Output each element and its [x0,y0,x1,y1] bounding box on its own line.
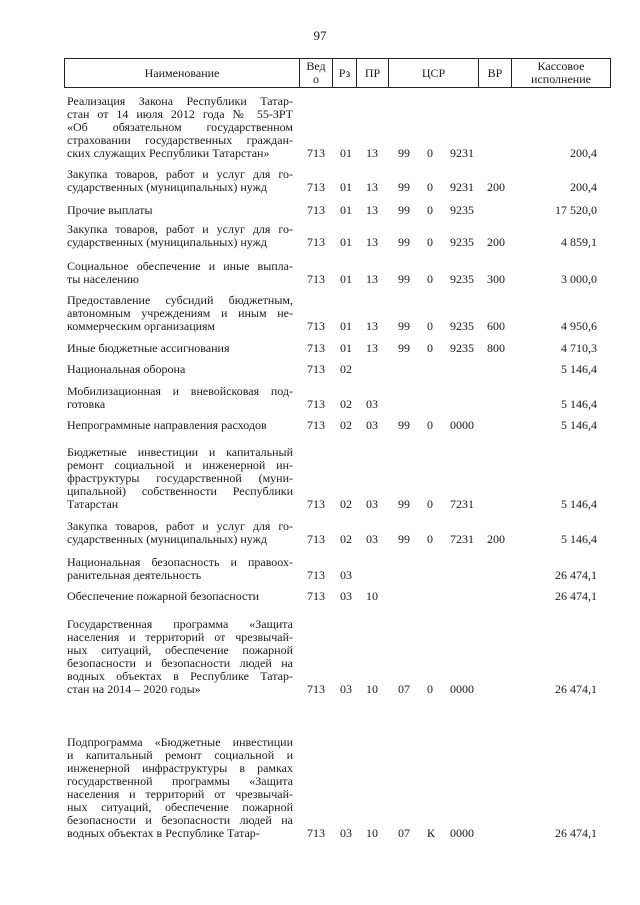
cell-sum: 200,4 [570,146,597,160]
cell-c2: 0 [427,532,433,546]
row-name [67,446,293,511]
header-rz: Рз [332,58,357,88]
cell-rz: 01 [340,272,352,286]
page-number: 97 [313,28,327,43]
cell-c1: 99 [398,418,410,432]
cell-pr: 10 [366,682,378,696]
cell-vr: 300 [487,272,505,286]
row-name-line: «Об обязательном государственном [67,121,293,134]
cell-c1: 99 [398,235,410,249]
row-name [67,520,293,546]
cell-ved: 713 [307,397,325,411]
cell-c3: 0000 [450,826,474,840]
table-row [0,260,640,286]
cell-sum: 26 474,1 [555,589,597,603]
row-name [67,294,293,333]
cell-c2: 0 [427,235,433,249]
cell-c1: 99 [398,532,410,546]
cell-rz: 03 [340,589,352,603]
row-name-line: безопасности и безопасности людей на [67,814,293,827]
row-name-line: автономным учреждениям и иным не- [67,307,293,320]
cell-pr: 03 [366,497,378,511]
table-row [0,204,640,217]
cell-c2: 0 [427,203,433,217]
cell-vr: 200 [487,235,505,249]
row-name-line: Закупка товаров, работ и услуг для го- [67,168,293,181]
row-name-line: Мобилизационная и вневойсковая под- [67,385,293,398]
cell-c3: 9235 [450,319,474,333]
cell-sum: 5 146,4 [561,497,597,511]
row-name-line: ранительная деятельность [67,569,202,582]
row-name-line: Подпрограмма «Бюджетные инвестиции [67,736,293,749]
cell-ved: 713 [307,826,325,840]
cell-c1: 07 [398,682,410,696]
cell-ved: 713 [307,362,325,376]
cell-c3: 0000 [450,418,474,432]
row-name-line: безопасности и безопасности людей на [67,657,293,670]
cell-rz: 01 [340,203,352,217]
cell-pr: 13 [366,235,378,249]
table-row [0,294,640,333]
cell-c3: 9231 [450,180,474,194]
row-name [67,168,293,194]
cell-rz: 01 [340,235,352,249]
cell-sum: 4 710,3 [561,341,597,355]
row-name-line: Реализация Закона Республики Татар- [67,95,293,108]
cell-pr: 13 [366,180,378,194]
row-name [67,556,293,582]
cell-ved: 713 [307,682,325,696]
table-row [0,363,640,376]
cell-ved: 713 [307,203,325,217]
cell-c1: 07 [398,826,410,840]
row-name [67,363,293,376]
row-name [67,385,293,411]
header-ved-label: Ведо [306,59,326,86]
header-ved [299,58,333,88]
cell-ved: 713 [307,532,325,546]
cell-pr: 03 [366,532,378,546]
cell-c3: 9235 [450,341,474,355]
row-name [67,590,293,603]
cell-c2: 0 [427,319,433,333]
row-name-line: фраструктуры государственной (муни- [67,472,293,485]
row-name-line: населения и территорий от чрезвычай- [67,788,293,801]
cell-ved: 713 [307,418,325,432]
row-name-line: стан от 14 июля 2012 года № 55-ЗРТ [67,108,293,121]
row-name-line: Закупка товаров, работ и услуг для го- [67,520,293,533]
cell-vr: 800 [487,341,505,355]
row-name-line: сударственных (муниципальных) нужд [67,236,267,249]
cell-c3: 7231 [450,532,474,546]
header-sum [511,58,611,88]
cell-rz: 01 [340,341,352,355]
cell-sum: 26 474,1 [555,682,597,696]
cell-sum: 200,4 [570,180,597,194]
cell-sum: 17 520,0 [555,203,597,217]
cell-sum: 5 146,4 [561,397,597,411]
cell-sum: 4 859,1 [561,235,597,249]
cell-c1: 99 [398,497,410,511]
cell-rz: 02 [340,497,352,511]
cell-c1: 99 [398,146,410,160]
row-name-line: Иные бюджетные ассигнования [67,342,230,355]
cell-c3: 7231 [450,497,474,511]
cell-c1: 99 [398,341,410,355]
row-name-line: Национальная оборона [67,363,186,376]
cell-c1: 99 [398,272,410,286]
cell-c2: 0 [427,146,433,160]
cell-ved: 713 [307,235,325,249]
row-name-line: ных ситуаций, обеспечение пожарной [67,801,293,814]
cell-c3: 9235 [450,272,474,286]
cell-sum: 5 146,4 [561,362,597,376]
cell-sum: 26 474,1 [555,568,597,582]
row-name-line: Предоставление субсидий бюджетным, [67,294,293,307]
cell-rz: 01 [340,319,352,333]
cell-pr: 13 [366,319,378,333]
cell-rz: 02 [340,418,352,432]
cell-pr: 13 [366,203,378,217]
table-row [0,520,640,546]
cell-ved: 713 [307,568,325,582]
row-name-line: Татарстан [67,498,119,511]
cell-c2: 0 [427,272,433,286]
cell-sum: 26 474,1 [555,826,597,840]
cell-c3: 0000 [450,682,474,696]
table-row [0,736,640,840]
row-name-line: ципальной) собственности Республики [67,485,293,498]
cell-ved: 713 [307,180,325,194]
cell-c1: 99 [398,319,410,333]
cell-sum: 5 146,4 [561,532,597,546]
cell-pr: 13 [366,146,378,160]
row-name-line: ных ситуаций, обеспечение пожарной [67,644,293,657]
row-name-line: Закупка товаров, работ и услуг для го- [67,223,293,236]
cell-sum: 5 146,4 [561,418,597,432]
cell-sum: 4 950,6 [561,319,597,333]
table-row [0,419,640,432]
row-name-line: государственной программы «Защита [67,775,293,788]
row-name-line: и капитальный ремонт социальной и [67,749,293,762]
cell-c1: 99 [398,180,410,194]
cell-c2: 0 [427,418,433,432]
row-name-line: водных объектах в Республике Татар- [67,827,260,840]
row-name [67,419,293,432]
row-name-line: сударственных (муниципальных) нужд [67,533,267,546]
table-row [0,590,640,603]
cell-c2: 0 [427,341,433,355]
row-name [67,736,293,840]
header-csr: ЦСР [388,58,479,88]
cell-ved: 713 [307,272,325,286]
cell-rz: 03 [340,568,352,582]
cell-sum: 3 000,0 [561,272,597,286]
cell-rz: 02 [340,532,352,546]
cell-c2: 0 [427,682,433,696]
table-row [0,385,640,411]
row-name-line: Национальная безопасность и правоох- [67,556,293,569]
cell-c3: 9231 [450,146,474,160]
cell-rz: 02 [340,397,352,411]
row-name-line: Обеспечение пожарной безопасности [67,590,260,603]
row-name-line: страховании государственных граждан- [67,134,293,147]
table-row [0,168,640,194]
row-name [67,95,293,160]
cell-pr: 03 [366,397,378,411]
row-name-line: стан на 2014 – 2020 годы» [67,683,201,696]
row-name-line: Бюджетные инвестиции и капитальный [67,446,293,459]
table-row [0,223,640,249]
cell-ved: 713 [307,319,325,333]
cell-rz: 02 [340,362,352,376]
row-name-line: коммерческим организациям [67,320,216,333]
cell-c2: 0 [427,497,433,511]
row-name [67,342,293,355]
row-name-line: готовка [67,398,106,411]
cell-ved: 713 [307,146,325,160]
cell-pr: 13 [366,272,378,286]
cell-rz: 03 [340,682,352,696]
header-sum-label: Кассовое исполнение [531,59,591,86]
row-name [67,618,293,696]
row-name-line: Социальное обеспечение и иные выпла- [67,260,293,273]
cell-c3: 9235 [450,203,474,217]
cell-c2: К [427,826,436,840]
cell-rz: 01 [340,146,352,160]
row-name-line: Государственная программа «Защита [67,618,293,631]
cell-c3: 9235 [450,235,474,249]
row-name-line: Непрограммные направления расходов [67,419,267,432]
cell-ved: 713 [307,589,325,603]
table-row [0,618,640,696]
row-name-line: населения и территорий от чрезвычай- [67,631,293,644]
cell-rz: 01 [340,180,352,194]
cell-pr: 03 [366,418,378,432]
cell-c1: 99 [398,203,410,217]
row-name [67,260,293,286]
row-name [67,204,293,217]
table-row [0,342,640,355]
cell-ved: 713 [307,341,325,355]
cell-ved: 713 [307,497,325,511]
header-name: Наименование [64,58,300,88]
table-row [0,446,640,511]
row-name-line: ты населению [67,273,139,286]
row-name-line: водных объектах в Республике Татар- [67,670,293,683]
row-name [67,223,293,249]
cell-pr: 13 [366,341,378,355]
cell-vr: 200 [487,532,505,546]
row-name-line: сударственных (муниципальных) нужд [67,181,267,194]
row-name-line: ских служащих Республики Татарстан» [67,147,270,160]
cell-pr: 10 [366,826,378,840]
header-pr: ПР [356,58,389,88]
row-name-line: Прочие выплаты [67,204,153,217]
table-row [0,556,640,582]
cell-pr: 10 [366,589,378,603]
cell-rz: 03 [340,826,352,840]
table-row [0,95,640,160]
row-name-line: ремонт социальной и инженерной ин- [67,459,293,472]
cell-vr: 600 [487,319,505,333]
cell-c2: 0 [427,180,433,194]
cell-vr: 200 [487,180,505,194]
row-name-line: инженерной инфраструктуры в рамках [67,762,293,775]
header-vr: ВР [478,58,512,88]
